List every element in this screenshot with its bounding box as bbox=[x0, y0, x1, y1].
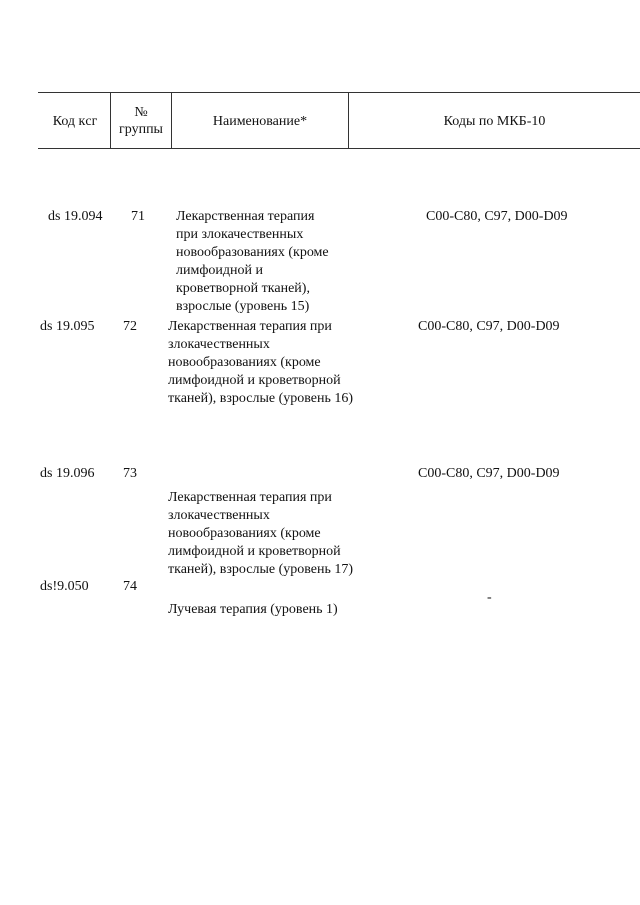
row-1-group: 71 bbox=[131, 209, 145, 224]
row-2-name-line: злокачественных bbox=[168, 337, 270, 352]
row-2-name-line: новообразованиях (кроме bbox=[168, 355, 321, 370]
row-3-group: 73 bbox=[123, 466, 137, 481]
header-code: Код кcг bbox=[52, 114, 98, 129]
row-1-name-line: взрослые (уровень 15) bbox=[176, 299, 310, 314]
row-1-name-line: при злокачественных bbox=[176, 227, 304, 242]
header-bottom-rule bbox=[38, 148, 640, 149]
row-4-code: ds!9.050 bbox=[40, 579, 89, 594]
header-group-line2: группы bbox=[119, 122, 163, 137]
row-2-name-line: тканей), взрослые (уровень 16) bbox=[168, 391, 354, 406]
row-2-code: ds 19.095 bbox=[40, 319, 95, 334]
row-3-name-line: злокачественных bbox=[168, 508, 270, 523]
header-top-rule bbox=[38, 92, 640, 93]
row-3-name-line: Лекарственная терапия при bbox=[168, 490, 332, 505]
row-2-group: 72 bbox=[123, 319, 137, 334]
row-4-group: 74 bbox=[123, 579, 137, 594]
row-1-name-line: новообразованиях (кроме bbox=[176, 245, 329, 260]
row-3-code: ds 19.096 bbox=[40, 466, 95, 481]
row-1-name-line: Лекарственная терапия bbox=[176, 209, 315, 224]
header-mkb: Коды по МКБ-10 bbox=[443, 114, 546, 129]
row-2-name bbox=[168, 318, 353, 408]
row-3-name-line: новообразованиях (кроме bbox=[168, 526, 321, 541]
row-1-name bbox=[176, 208, 329, 316]
header-group bbox=[111, 104, 171, 138]
row-1-name-line: кроветворной тканей), bbox=[176, 281, 310, 296]
row-2-name-line: лимфоидной и кроветворной bbox=[168, 373, 341, 388]
row-4-name-line: Лучевая терапия (уровень 1) bbox=[168, 602, 338, 617]
row-2-name-line: Лекарственная терапия при bbox=[168, 319, 332, 334]
row-4-mkb: - bbox=[487, 590, 492, 605]
row-4-name bbox=[168, 601, 338, 619]
row-1-mkb: C00-C80, C97, D00-D09 bbox=[426, 209, 568, 224]
row-2-mkb: C00-C80, C97, D00-D09 bbox=[418, 319, 560, 334]
header-group-line1: № bbox=[134, 105, 148, 120]
header-name: Наименование* bbox=[212, 114, 308, 129]
row-3-name-line: лимфоидной и кроветворной bbox=[168, 544, 341, 559]
row-3-mkb: C00-C80, C97, D00-D09 bbox=[418, 466, 560, 481]
row-3-name bbox=[168, 489, 353, 579]
row-1-name-line: лимфоидной и bbox=[176, 263, 264, 278]
row-1-code: ds 19.094 bbox=[48, 209, 103, 224]
row-3-name-line: тканей), взрослые (уровень 17) bbox=[168, 562, 354, 577]
